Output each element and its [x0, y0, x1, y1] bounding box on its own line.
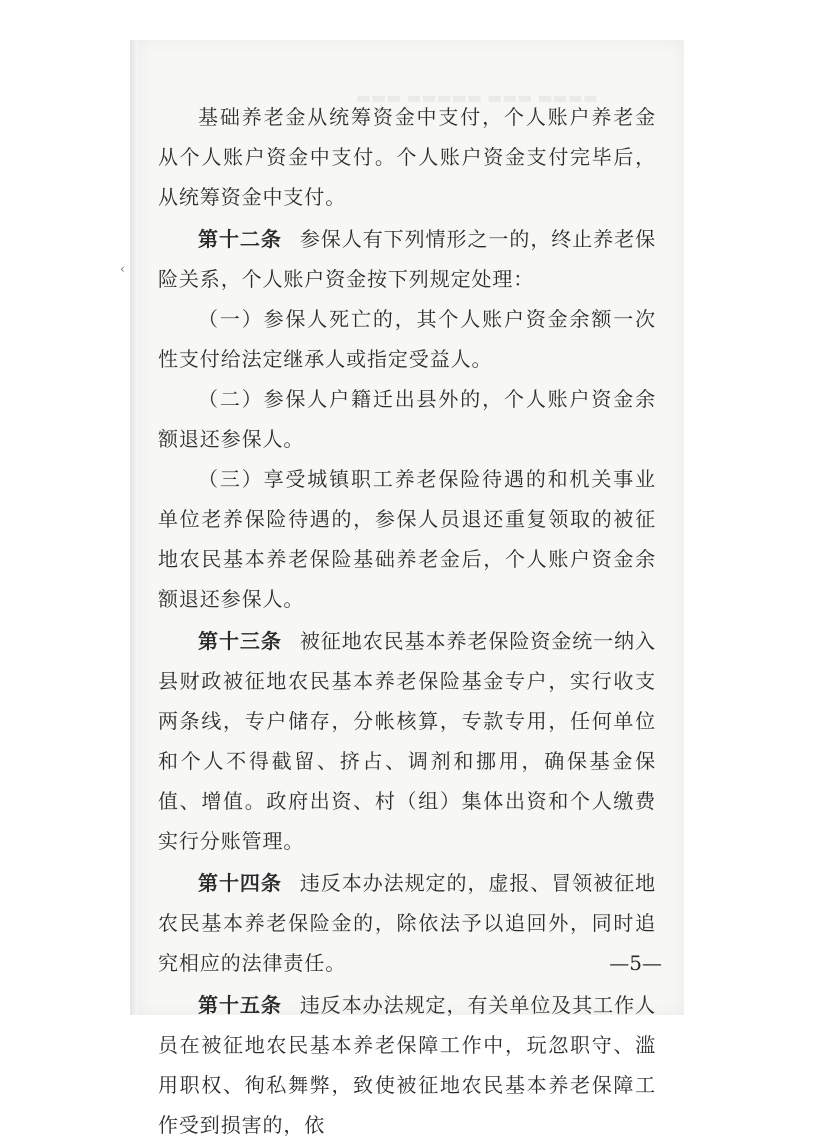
article-heading: 第十三条 [198, 629, 282, 653]
paragraph-text: 违反本办法规定，有关单位及其工作人员在被征地农民基本养老保障工作中，玩忽职守、滥用职权、徇私舞弊，致使被征地农民基本养老保障工作受到损害的，依 [158, 993, 656, 1137]
page-edge-shadow [130, 40, 138, 1015]
article-14 [158, 863, 656, 983]
show-through-text: ▬▬▬▬ ▬▬▬ ▬▬▬▬▬ ▬▬▬ [355, 88, 598, 107]
page-body [158, 40, 656, 1145]
article-heading: 第十四条 [198, 871, 282, 895]
paragraph-text: 违反本办法规定的，虚报、冒领被征地农民基本养老保险金的，除依法予以追回外，同时追究相应的法律责任。 [158, 871, 656, 975]
article-15 [158, 985, 656, 1145]
article-12 [158, 219, 656, 299]
paragraph-text: （二）参保人户籍迁出县外的，个人账户资金余额退还参保人。 [158, 387, 656, 451]
paragraph-continuation [158, 97, 656, 217]
article-heading: 第十二条 [198, 227, 282, 251]
paragraph-text: （一）参保人死亡的，其个人账户资金余额一次性支付给法定继承人或指定受益人。 [158, 307, 656, 371]
document-page [138, 40, 684, 1137]
article-12-item-1 [158, 299, 656, 379]
article-12-item-3 [158, 459, 656, 619]
paragraph-text: （三）享受城镇职工养老保险待遇的和机关事业单位老养保险待遇的，参保人员退还重复领取的被征地农民基本养老保险基础养老金后，个人账户资金余额退还参保人。 [158, 467, 656, 611]
article-heading: 第十五条 [198, 993, 282, 1017]
margin-mark: ‹ [120, 262, 125, 276]
article-12-item-2 [158, 379, 656, 459]
page-number: —5— [609, 951, 662, 975]
article-13 [158, 621, 656, 861]
paragraph-text: 基础养老金从统筹资金中支付，个人账户养老金从个人账户资金中支付。个人账户资金支付完毕后，从统筹资金中支付。 [158, 105, 656, 209]
paragraph-text: 参保人有下列情形之一的，终止养老保险关系，个人账户资金按下列规定处理： [158, 227, 656, 291]
paragraph-text: 被征地农民基本养老保险资金统一纳入县财政被征地农民基本养老保险基金专户，实行收支两条线，专户储存，分帐核算，专款专用，任何单位和个人不得截留、挤占、调剂和挪用，确保基金保值、增值。政府出资、村（组）集体出资和个人缴费实行分账管理。 [158, 629, 656, 853]
